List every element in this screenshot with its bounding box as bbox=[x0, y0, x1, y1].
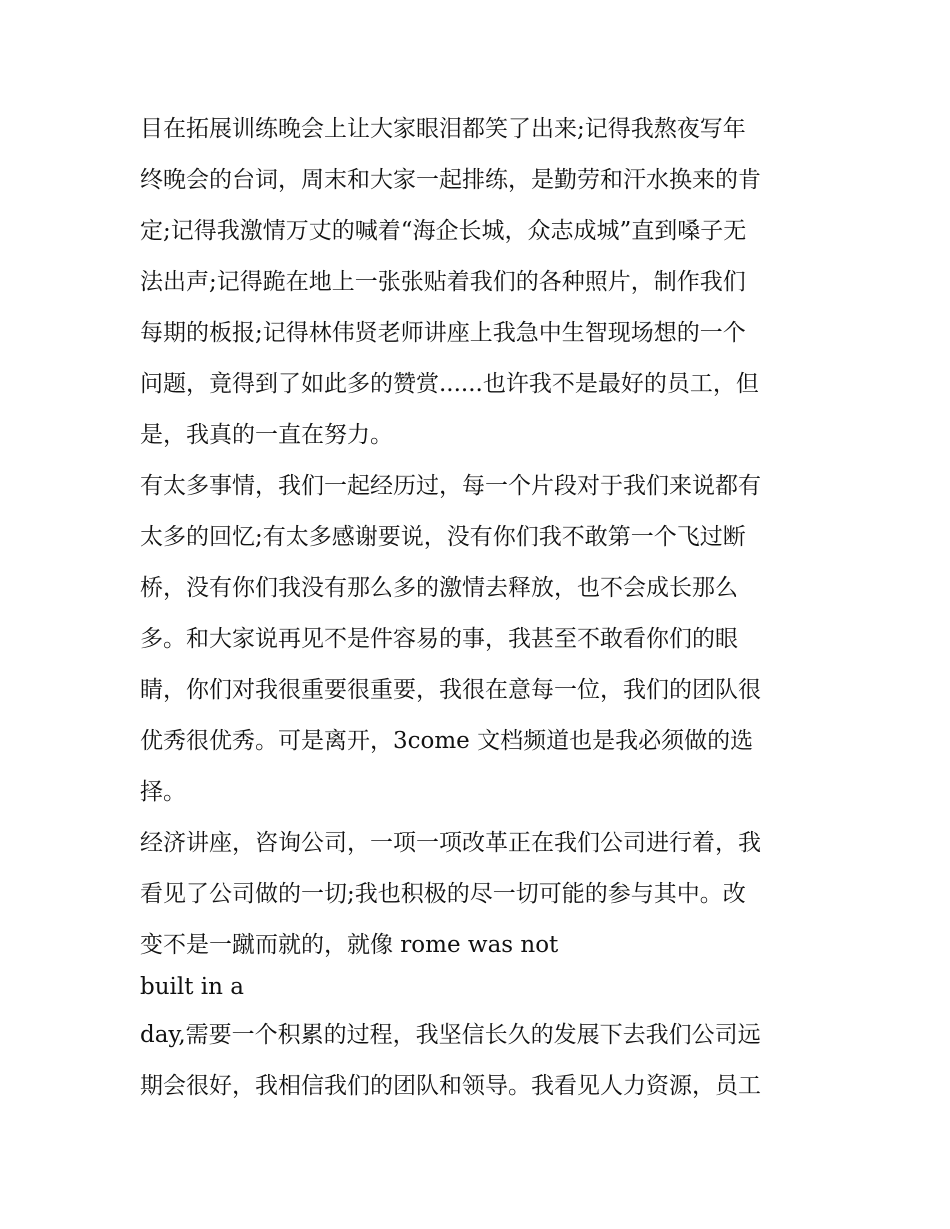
text-line: 经济讲座，咨询公司，一项一项改革正在我们公司进行着，我 bbox=[140, 830, 761, 856]
text-line: 问题，竟得到了如此多的赞赏......也许我不是最好的员工，但 bbox=[140, 371, 759, 397]
text-line: 期会很好，我相信我们的团队和领导。我看见人力资源，员工 bbox=[140, 1073, 761, 1099]
text-line: 桥，没有你们我没有那么多的激情去释放，也不会成长那么 bbox=[140, 575, 738, 601]
text-line: 每期的板报;记得林伟贤老师讲座上我急中生智现场想的一个 bbox=[140, 320, 746, 346]
text-line: 优秀很优秀。可是离开，3come 文档频道也是我必须做的选 bbox=[140, 728, 754, 754]
text-line: 目在拓展训练晚会上让大家眼泪都笑了出来;记得我熬夜写年 bbox=[140, 116, 746, 142]
text-line: built in a bbox=[140, 974, 244, 1000]
text-line: 是，我真的一直在努力。 bbox=[140, 422, 393, 448]
text-line: 定;记得我激情万丈的喊着“海企长城，众志成城”直到嗓子无 bbox=[140, 218, 747, 244]
text-line: 择。 bbox=[140, 779, 186, 805]
text-line: 终晚会的台词，周末和大家一起排练，是勤劳和汗水换来的肯 bbox=[140, 167, 761, 193]
text-line: 法出声;记得跪在地上一张张贴着我们的各种照片，制作我们 bbox=[140, 269, 746, 295]
text-line: 变不是一蹴而就的，就像 rome was not bbox=[140, 932, 559, 958]
text-line: 有太多事情，我们一起经历过，每一个片段对于我们来说都有 bbox=[140, 473, 761, 499]
text-line: 太多的回忆;有太多感谢要说，没有你们我不敢第一个飞过断 bbox=[140, 524, 746, 550]
text-line: day,需要一个积累的过程，我坚信长久的发展下去我们公司远 bbox=[140, 1022, 761, 1048]
text-line: 睛，你们对我很重要很重要，我很在意每一位，我们的团队很 bbox=[140, 677, 761, 703]
text-line: 多。和大家说再见不是件容易的事，我甚至不敢看你们的眼 bbox=[140, 626, 738, 652]
text-line: 看见了公司做的一切;我也积极的尽一切可能的参与其中。改 bbox=[140, 881, 746, 907]
